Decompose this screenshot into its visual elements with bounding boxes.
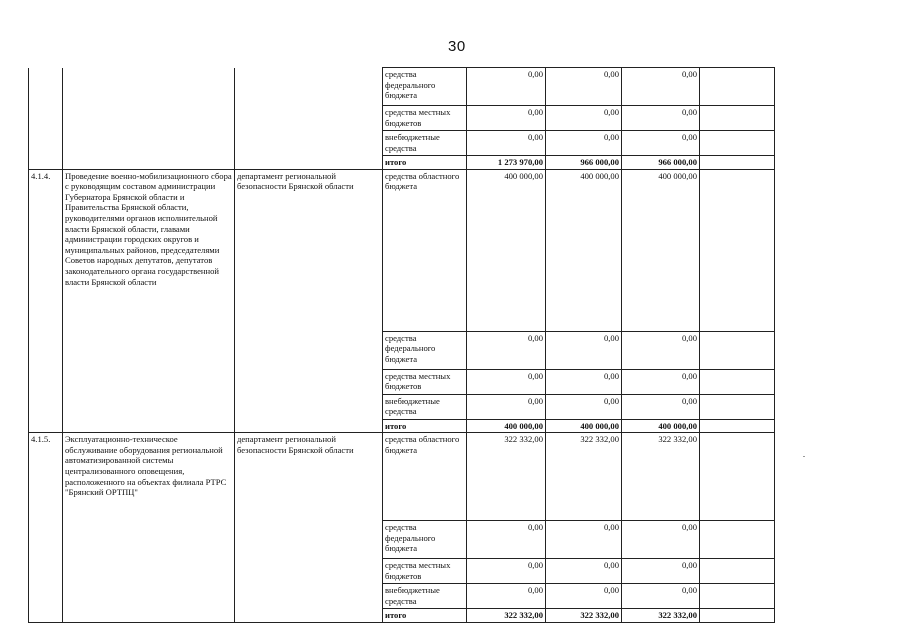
source-label: средства федерального бюджета [383,68,467,106]
value-cell: 0,00 [622,369,700,394]
table-row [29,68,775,106]
table-row [29,169,775,331]
source-label: средства местных бюджетов [383,559,467,584]
value-cell: 400 000,00 [467,169,546,331]
value-cell: 0,00 [622,521,700,559]
value-cell: 0,00 [467,131,546,156]
source-label: внебюджетные средства [383,394,467,419]
source-label: средства местных бюджетов [383,369,467,394]
empty-cell [700,68,775,106]
item-name: Проведение военно-мобилизационного сбора с руководящим составом администрации Губернатора Брянской области и Правительства Брянской области, руководителями органов исполнительной власти Брянской области, главами администрации городских округов и муниципальных районов, председателями Советов народных депутатов, депутатов законодательного органа государственной власти Брянской области [63,169,235,433]
value-cell: 0,00 [622,131,700,156]
total-value: 966 000,00 [622,156,700,170]
value-cell: 0,00 [546,584,622,609]
item-executor: департамент региональной безопасности Брянской области [235,169,383,433]
empty-cell [700,369,775,394]
item-name-cell [63,68,235,170]
value-cell: 0,00 [622,106,700,131]
item-executor: департамент региональной безопасности Брянской области [235,433,383,623]
empty-cell [700,433,775,521]
value-cell: 0,00 [467,394,546,419]
total-label: итого [383,609,467,623]
empty-cell [700,609,775,623]
empty-cell [700,169,775,331]
total-value: 400 000,00 [546,419,622,433]
empty-cell [700,394,775,419]
value-cell: 0,00 [622,68,700,106]
value-cell: 0,00 [467,559,546,584]
total-label: итого [383,156,467,170]
budget-table [28,67,775,623]
value-cell: 0,00 [546,394,622,419]
empty-cell [700,131,775,156]
value-cell: 0,00 [546,559,622,584]
empty-cell [700,156,775,170]
executor-cell [235,68,383,170]
value-cell: 0,00 [546,131,622,156]
empty-cell [700,521,775,559]
total-value: 322 332,00 [467,609,546,623]
value-cell: 322 332,00 [622,433,700,521]
value-cell: 0,00 [467,68,546,106]
page-number: 30 [448,38,466,55]
value-cell: 400 000,00 [546,169,622,331]
value-cell: 322 332,00 [467,433,546,521]
source-label: средства местных бюджетов [383,106,467,131]
empty-cell [700,106,775,131]
value-cell: 0,00 [546,106,622,131]
value-cell: 0,00 [622,584,700,609]
total-value: 400 000,00 [622,419,700,433]
source-label: внебюджетные средства [383,584,467,609]
value-cell: 0,00 [546,369,622,394]
value-cell: 322 332,00 [546,433,622,521]
value-cell: 400 000,00 [622,169,700,331]
scan-speck [803,456,805,457]
total-value: 322 332,00 [622,609,700,623]
source-label: средства областного бюджета [383,169,467,331]
item-name: Эксплуатационно-техническое обслуживание оборудования региональной автоматизированной системы централизованного оповещения, расположенного на объектах филиала РТРС "Брянский ОРТПЦ" [63,433,235,623]
value-cell: 0,00 [467,584,546,609]
total-label: итого [383,419,467,433]
value-cell: 0,00 [622,331,700,369]
value-cell: 0,00 [467,106,546,131]
total-value: 966 000,00 [546,156,622,170]
value-cell: 0,00 [467,331,546,369]
value-cell: 0,00 [546,521,622,559]
source-label: средства областного бюджета [383,433,467,521]
item-number-cell [29,68,63,170]
value-cell: 0,00 [546,331,622,369]
table-row [29,433,775,521]
value-cell: 0,00 [467,369,546,394]
total-value: 1 273 970,00 [467,156,546,170]
empty-cell [700,584,775,609]
source-label: внебюджетные средства [383,131,467,156]
value-cell: 0,00 [546,68,622,106]
value-cell: 0,00 [622,559,700,584]
value-cell: 0,00 [467,521,546,559]
item-number: 4.1.5. [29,433,63,623]
total-value: 400 000,00 [467,419,546,433]
empty-cell [700,419,775,433]
item-number: 4.1.4. [29,169,63,433]
empty-cell [700,331,775,369]
source-label: средства федерального бюджета [383,521,467,559]
empty-cell [700,559,775,584]
value-cell: 0,00 [622,394,700,419]
total-value: 322 332,00 [546,609,622,623]
source-label: средства федерального бюджета [383,331,467,369]
